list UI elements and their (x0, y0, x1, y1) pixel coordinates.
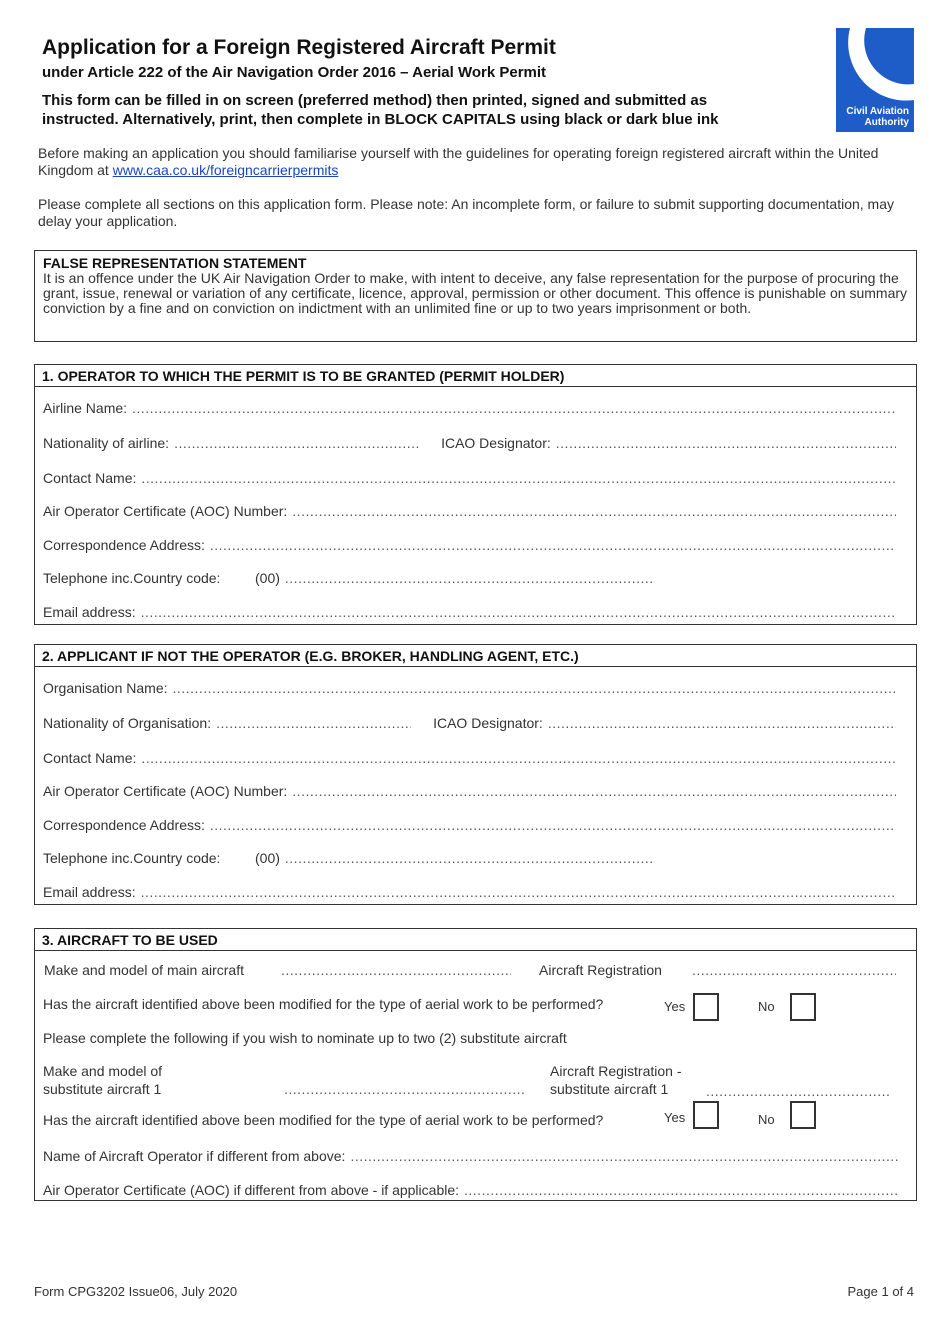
section-2-title: 2. APPLICANT IF NOT THE OPERATOR (E.G. BROKER, HANDLING AGENT, ETC.) (35, 645, 916, 667)
yes-checkbox-1[interactable] (693, 993, 719, 1021)
telephone-field[interactable] (43, 570, 896, 586)
org-contact-name-label: Contact Name: (43, 750, 137, 766)
org-aoc-number-field[interactable] (43, 783, 896, 799)
sub-reg-label-line-2: substitute aircraft 1 (550, 1081, 669, 1097)
sub-reg-input[interactable] (706, 1083, 890, 1099)
airline-name-label: Airline Name: (43, 400, 128, 416)
aoc-number-label: Air Operator Certificate (AOC) Number: (43, 503, 288, 519)
no-checkbox-2[interactable] (790, 1101, 816, 1129)
email-field[interactable] (43, 604, 896, 620)
airline-name-field[interactable] (43, 400, 896, 416)
main-aircraft-row (44, 962, 896, 978)
contact-name-field[interactable] (43, 470, 896, 486)
intro-text: Before making an application you should familiarise yourself with the guidelines for operating foreign registered aircraft within the United Kingdom at (38, 145, 879, 178)
sub-reg-label (550, 1062, 681, 1098)
org-telephone-label: Telephone inc.Country code: (43, 850, 221, 866)
section-1-title: 1. OPERATOR TO WHICH THE PERMIT IS TO BE GRANTED (PERMIT HOLDER) (35, 365, 916, 387)
modified-question-1-label: Has the aircraft identified above been modified for the type of aerial work to be performed? (43, 996, 604, 1012)
intro-paragraph-2: Please complete all sections on this application form. Please note: An incomplete form, or failure to submit supporting documentation, may delay your application. (38, 196, 895, 229)
aoc-different-label: Air Operator Certificate (AOC) if different from above - if applicable: (43, 1182, 460, 1198)
contact-name-label: Contact Name: (43, 470, 137, 486)
organisation-name-field[interactable] (43, 680, 896, 696)
page-subtitle: under Article 222 of the Air Navigation Order 2016 – Aerial Work Permit (42, 64, 547, 81)
org-telephone-field[interactable] (43, 850, 896, 866)
org-email-field[interactable] (43, 884, 896, 900)
org-icao-input[interactable] (548, 715, 896, 731)
instructions (42, 91, 812, 129)
sub-make-label-line-1: Make and model of (43, 1063, 163, 1079)
org-aoc-number-label: Air Operator Certificate (AOC) Number: (43, 783, 288, 799)
org-telephone-prefix: (00) (255, 850, 280, 866)
section-2-applicant (34, 644, 917, 905)
substitute-note-text: Please complete the following if you wish to nominate up to two (2) substitute aircraft (43, 1030, 567, 1046)
operator-name-field[interactable] (43, 1148, 898, 1164)
no-label-1: No (758, 999, 775, 1014)
modified-question-2-label: Has the aircraft identified above been modified for the type of aerial work to be performed? (43, 1112, 604, 1128)
email-label: Email address: (43, 604, 136, 620)
org-contact-name-field[interactable] (43, 750, 896, 766)
icao-input[interactable] (556, 435, 896, 451)
substitute-note (43, 1030, 896, 1046)
no-checkbox-1[interactable] (790, 993, 816, 1021)
nationality-row (43, 435, 896, 451)
address-label: Correspondence Address: (43, 537, 205, 553)
page-title: Application for a Foreign Registered Aircraft Permit (42, 36, 556, 59)
nationality-label: Nationality of airline: (43, 435, 170, 451)
sub-make-label (43, 1062, 162, 1098)
telephone-prefix: (00) (255, 570, 280, 586)
org-nationality-label: Nationality of Organisation: (43, 715, 212, 731)
guidelines-link[interactable]: www.caa.co.uk/foreigncarrierpermits (112, 162, 339, 178)
section-3-title: 3. AIRCRAFT TO BE USED (35, 929, 916, 951)
org-email-label: Email address: (43, 884, 136, 900)
registration-input[interactable] (692, 962, 896, 978)
operator-name-label: Name of Aircraft Operator if different from above: (43, 1148, 346, 1164)
yes-label-1: Yes (664, 999, 686, 1014)
false-representation-text: It is an offence under the UK Air Navigation Order to make, with intent to deceive, any false representation for the purpose of procuring the grant, issue, renewal or variation of any certificate, licence, approval, permission or other document. This offence is punishable on summary conviction by a fine and on conviction on indictment with an unlimited fine or up to two years imprisonment or both. (43, 270, 908, 316)
intro-paragraph-1 (38, 145, 918, 179)
make-model-label: Make and model of main aircraft (44, 962, 244, 978)
sub-reg-label-line-1: Aircraft Registration - (550, 1063, 682, 1079)
organisation-name-label: Organisation Name: (43, 680, 168, 696)
make-model-input[interactable] (281, 962, 511, 978)
caa-logo (836, 28, 914, 132)
org-address-field[interactable] (43, 817, 896, 833)
section-3-aircraft (34, 928, 917, 1201)
page-number: Page 1 of 4 (847, 1284, 914, 1299)
registration-label: Aircraft Registration (539, 962, 662, 978)
icao-label: ICAO Designator: (441, 435, 551, 451)
org-nationality-input[interactable] (216, 715, 411, 731)
nationality-input[interactable] (174, 435, 419, 451)
org-nationality-row (43, 715, 896, 731)
sub-make-input[interactable] (284, 1081, 524, 1097)
yes-label-2: Yes (664, 1110, 686, 1125)
yes-checkbox-2[interactable] (693, 1101, 719, 1129)
form-id: Form CPG3202 Issue06, July 2020 (34, 1284, 238, 1299)
false-representation-title: FALSE REPRESENTATION STATEMENT (43, 255, 307, 271)
aoc-number-field[interactable] (43, 503, 896, 519)
telephone-label: Telephone inc.Country code: (43, 570, 221, 586)
false-representation-box (34, 250, 917, 342)
section-1-operator (34, 364, 917, 625)
org-icao-label: ICAO Designator: (433, 715, 543, 731)
sub-make-label-line-2: substitute aircraft 1 (43, 1081, 162, 1097)
address-field[interactable] (43, 537, 896, 553)
no-label-2: No (758, 1112, 775, 1127)
org-address-label: Correspondence Address: (43, 817, 205, 833)
logo-text: Civil Aviation Authority (846, 106, 909, 128)
aoc-different-field[interactable] (43, 1182, 898, 1198)
instructions-line-2: instructed. Alternatively, print, then complete in BLOCK CAPITALS using black or dark blue ink (42, 111, 719, 128)
instructions-line-1: This form can be filled in on screen (preferred method) then printed, signed and submitted as (42, 92, 708, 109)
